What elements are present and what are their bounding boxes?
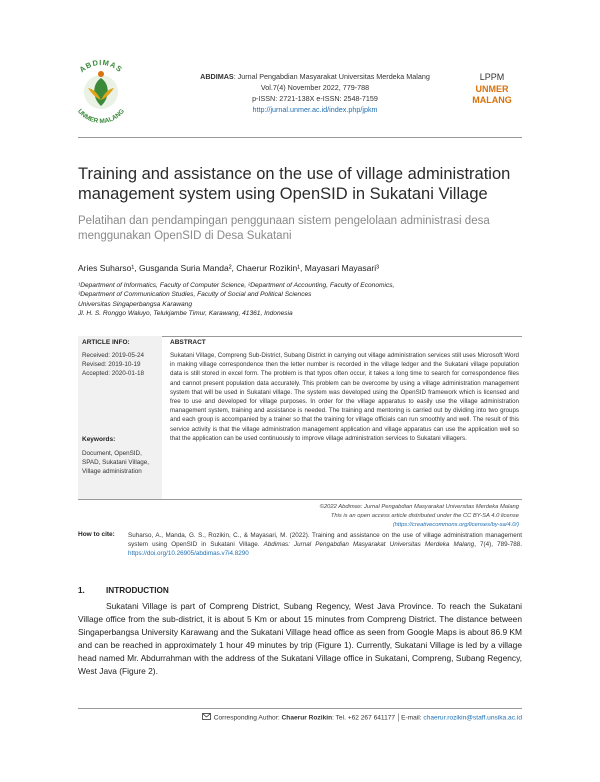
doi-link[interactable]: https://doi.org/10.26905/abdimas.v7i4.8290 <box>128 550 249 558</box>
publisher-line-3: MALANG <box>472 95 512 105</box>
copyright-line-1: ©2022 Abdimas: Jurnal Pengabdian Masyarakat Universitas Merdeka Malang <box>319 504 519 510</box>
publisher-line-1: LPPM <box>479 72 505 82</box>
svg-text:UNMER MALANG <box>76 108 126 125</box>
keywords-heading: Keywords: <box>82 436 116 443</box>
corresponding-author-footer <box>78 713 522 722</box>
email-link[interactable]: chaerur.rozikin@staff.unsika.ac.id <box>423 714 522 722</box>
footer-divider <box>78 708 522 709</box>
revised-date: Revised: 2019-10-19 <box>82 361 141 369</box>
journal-volume: Vol.7(4) November 2022, 779-788 <box>260 83 370 92</box>
article-info-heading: ARTICLE INFO: <box>82 339 130 346</box>
affiliation-line: Jl. H. S. Ronggo Waluyo, Telukjambe Timur, Karawang, 41361, Indonesia <box>78 310 293 318</box>
journal-name <box>150 71 480 82</box>
article-history <box>82 351 144 379</box>
email-label: E-mail: <box>401 714 424 722</box>
corresponding-name: Chaerur Rozikin <box>281 714 333 722</box>
abstract-heading: ABSTRACT <box>170 339 206 346</box>
paper-subtitle: Pelatihan dan pendampingan penggunaan sistem pengelolaan administrasi desa menggunakan OpenSID di Desa Sukatani <box>78 215 490 242</box>
affiliation-line: ¹Department of Informatics, Faculty of Computer Science, ²Department of Accounting, Faculty of Economics, <box>78 282 395 289</box>
abstract-text: Sukatani Village, Compreng Sub-District, Subang District in carrying out village administration services still uses Microsoft Word in making village correspondence then the letter number is recorded in the village ledger and the Sukatani village population data is still stored in excel form. The problem is that typos often occur, it takes a long time to search for correspondence files and cannot present population data accurately. This problem can be overcome by using a village administration management system that will be used in Sukatani village. The system was developed using the OpenSID framework which is licensed and free to use and developed for village purposes. In order for the village apparatus to easily use the village administration management system, training and assistance is needed. The training and mentoring is carried out by dividing into two groups and each group is accompanied by a trainer so that the training for village officials can run smoothly and well. The result of this service activity is that the village administration management application and village apparatus can use the application well so that the application can be used continuously to improve village administration services to Sukatani villagers. <box>170 352 519 442</box>
publisher-block <box>463 72 521 107</box>
abdimas-logo-icon <box>62 52 140 130</box>
logo-top-text: ABDIMAS <box>77 57 125 75</box>
affiliations <box>78 281 528 319</box>
publisher-line-2: UNMER <box>475 83 509 94</box>
header-divider <box>78 137 522 138</box>
section-number: 1. <box>78 586 85 595</box>
section-title: INTRODUCTION <box>106 586 169 595</box>
cite-reference: Suharso, A., Manda, G. S., Rozikin, C., & Mayasari, M. (2022). Training and assistance on the use of village administration management system using OpenSID in Sukatani Village. <box>128 532 522 549</box>
journal-logo <box>62 52 140 130</box>
copyright-line-2: This is an open access article distributed under the CC BY-SA 4.0 license <box>330 513 519 520</box>
footer-separator: │ <box>396 714 402 722</box>
journal-name-rest: : Jurnal Pengabdian Masyarakat Universitas Merdeka Malang <box>233 72 430 81</box>
license-link[interactable]: (https://creativecommons.org/licenses/by-sa/4.0/) <box>392 522 519 529</box>
affiliation-line: ³Department of Communication Studies, Faculty of Social and Political Sciences <box>78 291 312 299</box>
journal-issn: p-ISSN: 2721-138X e-ISSN: 2548-7159 <box>252 94 378 103</box>
author-list: Aries Suharso¹, Gusganda Suria Manda², Chaerur Rozikin¹, Mayasari Mayasari³ <box>78 263 379 273</box>
journal-header <box>150 71 480 115</box>
envelope-icon <box>202 713 211 722</box>
corresponding-label: Corresponding Author: <box>213 714 280 722</box>
journal-name-bold: ABDIMAS <box>200 72 234 81</box>
paper-title: Training and assistance on the use of village administration management system using OpenSID in Sukatani Village <box>78 165 511 203</box>
how-to-cite-label: How to cite: <box>78 531 115 538</box>
how-to-cite-text <box>128 531 522 559</box>
copyright-notice <box>170 503 519 531</box>
logo-bottom-text: UNMER MALANG <box>76 107 126 126</box>
cite-volume: , 7(4), 789-788. <box>474 541 522 549</box>
accepted-date: Accepted: 2020-01-18 <box>82 370 144 378</box>
introduction-paragraph: Sukatani Village is part of Compreng District, Subang Regency, West Java Province. To reach the Sukatani Village office from the sub-district, it is about 5 Km or about 15 minutes from Compreng District. The distance between Singaperbangsa University Karawang and the Sukatani Village head office as seen from Google Maps is about 86.9 KM and can be reached in approximately 1 hour 49 minutes by trip (Figure 1). Currently, Sukatani Village is led by a village head named Mr. Abdurrahman with the address of the Sukatani Village office in Sukatani, Compreng, Subang Regency, West Java (Figure 2). <box>78 601 522 676</box>
cite-journal-name: Abdimas: Jurnal Pengabdian Masyarakat Universitas Merdeka Malang <box>263 541 475 549</box>
keywords-list: Document, OpenSID, SPAD, Sukatani Village, Village administration <box>82 450 149 476</box>
journal-url-link[interactable]: http://jurnal.unmer.ac.id/index.php/jpkm <box>252 105 378 114</box>
affiliation-line: Universitas Singaperbangsa Karawang <box>78 300 192 308</box>
corresponding-tel: : Tel. +62 267 641177 <box>332 714 396 722</box>
received-date: Received: 2019-05-24 <box>82 352 144 359</box>
